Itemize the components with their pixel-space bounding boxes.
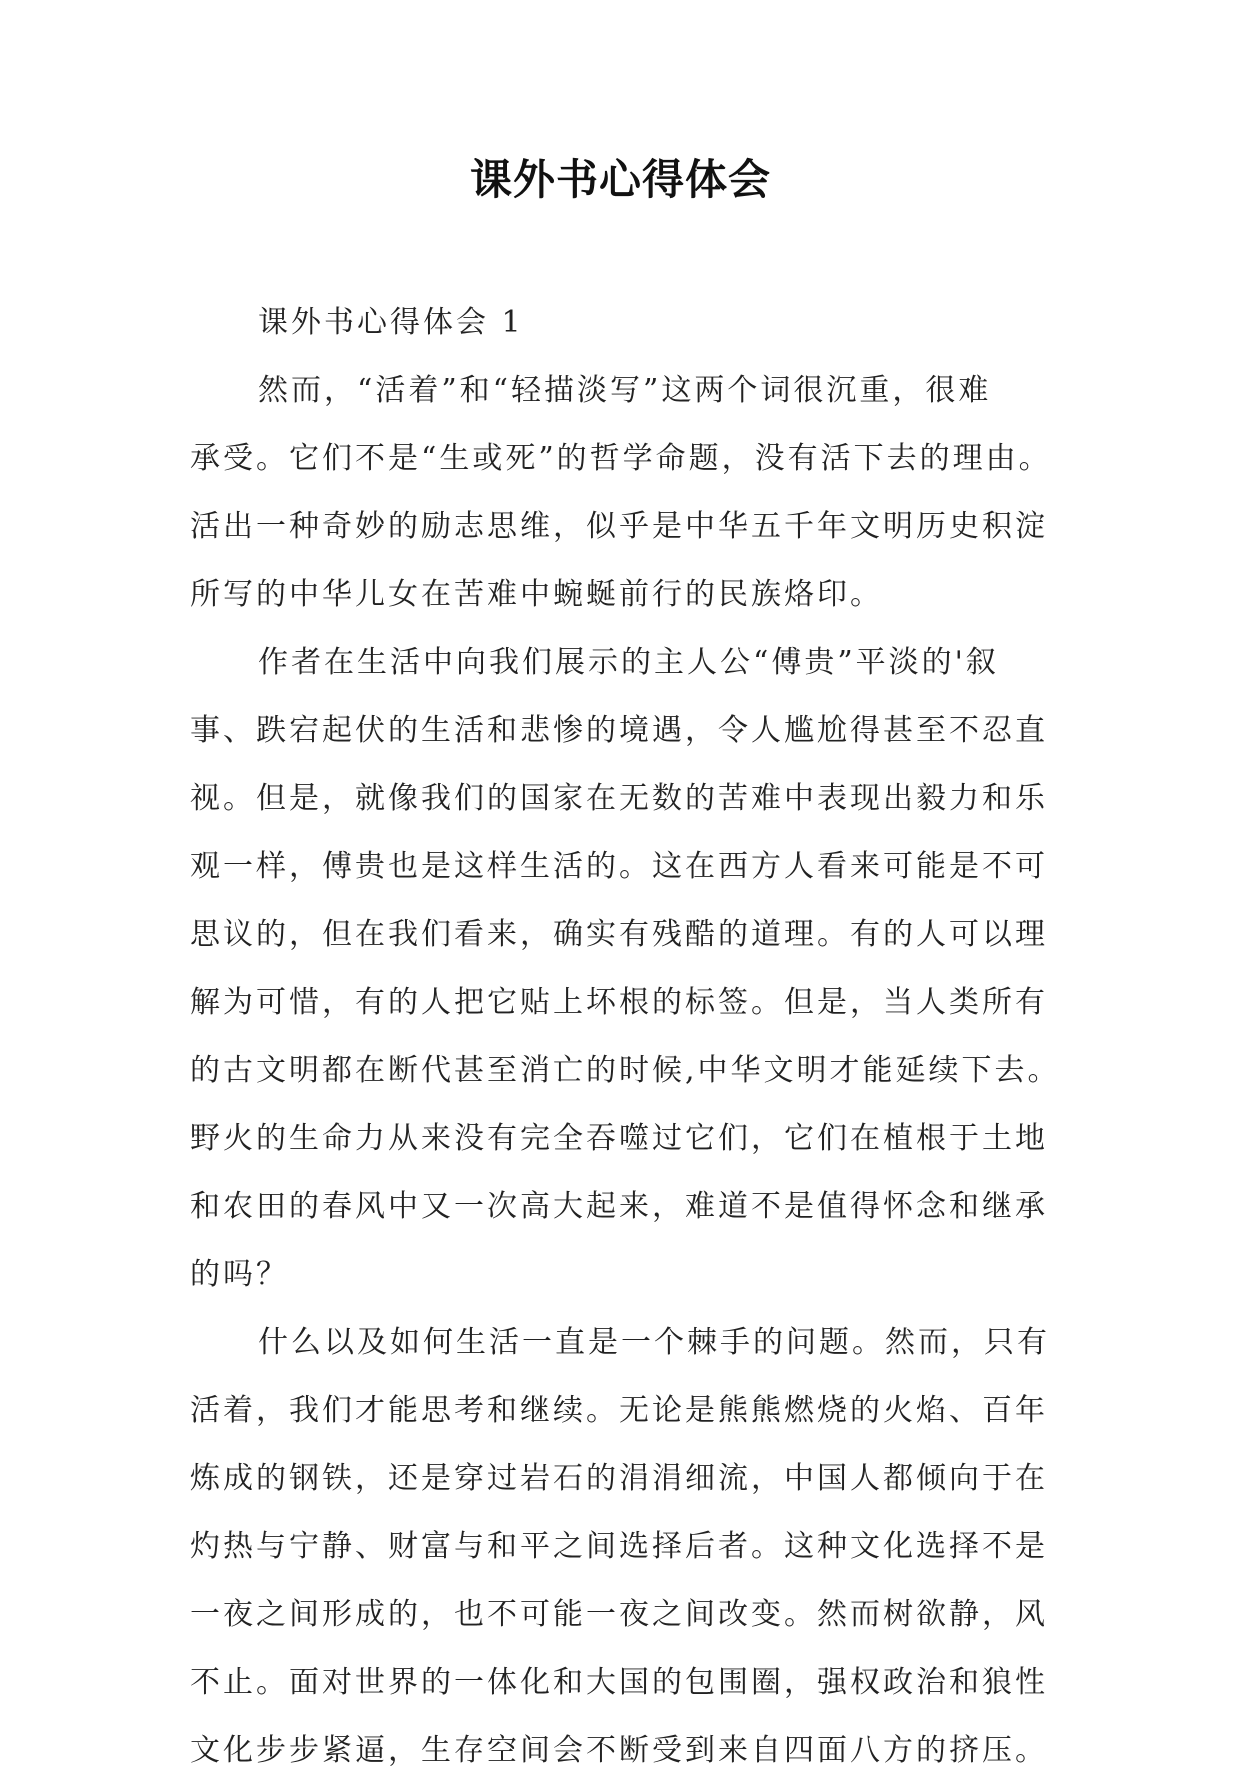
- paragraph-line: 事、跌宕起伏的生活和悲惨的境遇，令人尴尬得甚至不忍直: [190, 713, 1048, 748]
- paragraph-line: 不止。面对世界的一体化和大国的包围圈，强权政治和狼性: [190, 1665, 1048, 1700]
- paragraph-line: 文化步步紧逼，生存空间会不断受到来自四面八方的挤压。: [190, 1733, 1048, 1768]
- paragraph-line: 思议的，但在我们看来，确实有残酷的道理。有的人可以理: [190, 917, 1048, 952]
- paragraph-line: 野火的生命力从来没有完全吞噬过它们，它们在植根于土地: [190, 1121, 1048, 1156]
- paragraph-line: 灼热与宁静、财富与和平之间选择后者。这种文化选择不是: [190, 1529, 1048, 1564]
- paragraph-line: 活出一种奇妙的励志思维，似乎是中华五千年文明历史积淀: [190, 509, 1048, 544]
- paragraph-line: 所写的中华儿女在苦难中蜿蜒前行的民族烙印。: [190, 577, 883, 612]
- paragraph-line: 和农田的春风中又一次高大起来，难道不是值得怀念和继承: [190, 1189, 1048, 1224]
- paragraph-line: 观一样，傅贵也是这样生活的。这在西方人看来可能是不可: [190, 849, 1048, 884]
- paragraph-line: 然而，“活着”和“轻描淡写”这两个词很沉重，很难: [258, 373, 992, 408]
- paragraph-line: 炼成的钢铁，还是穿过岩石的涓涓细流，中国人都倾向于在: [190, 1461, 1048, 1496]
- paragraph-line: 什么以及如何生活一直是一个棘手的问题。然而，只有: [258, 1325, 1050, 1360]
- paragraph-line: 解为可惜，有的人把它贴上坏根的标签。但是，当人类所有: [190, 985, 1048, 1020]
- paragraph-line: 的吗？: [190, 1257, 289, 1292]
- paragraph-line: 承受。它们不是“生或死”的哲学命题，没有活下去的理由。: [190, 441, 1052, 476]
- paragraph-line: 的古文明都在断代甚至消亡的时候,中华文明才能延续下去。: [190, 1053, 1061, 1088]
- paragraph-line: 视。但是，就像我们的国家在无数的苦难中表现出毅力和乐: [190, 781, 1048, 816]
- paragraph-line: 一夜之间形成的，也不可能一夜之间改变。然而树欲静，风: [190, 1597, 1048, 1632]
- section-heading: 课外书心得体会 1: [258, 305, 524, 340]
- document-title: 课外书心得体会: [469, 155, 771, 204]
- paragraph-line: 活着，我们才能思考和继续。无论是熊熊燃烧的火焰、百年: [190, 1393, 1048, 1428]
- paragraph-line: 作者在生活中向我们展示的主人公“傅贵”平淡的'叙: [258, 645, 999, 680]
- document-body: [190, 289, 1070, 1785]
